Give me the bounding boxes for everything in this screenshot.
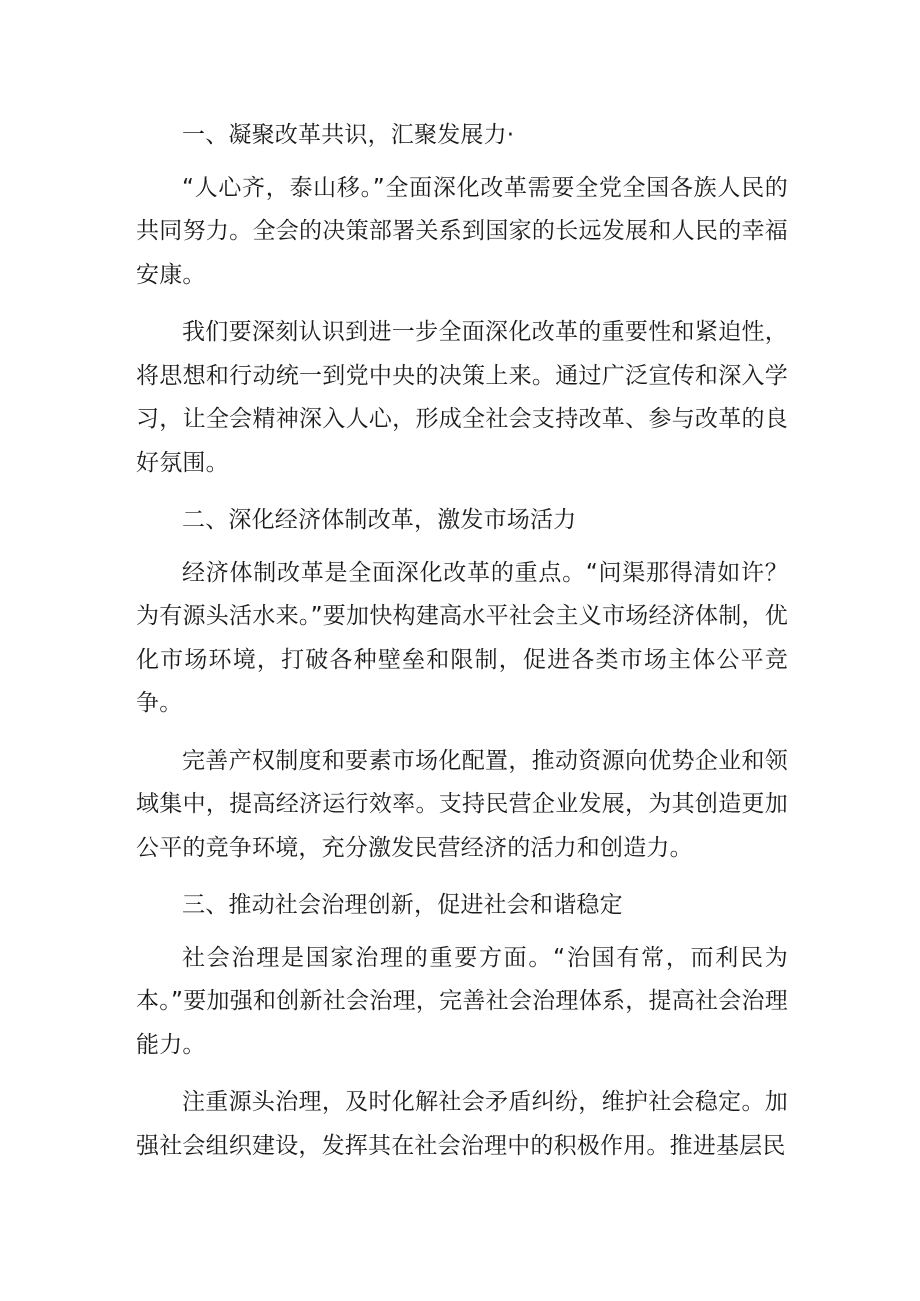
paragraph: 社会治理是国家治理的重要方面。“治国有常，而利民为本。”要加强和创新社会治理，完善社会治理体系，提高社会治理能力。 [136, 944, 788, 1058]
paragraph: “人心齐，泰山移。”全面深化改革需要全党全国各族人民的共同努力。全会的决策部署关系到国家的长远发展和人民的幸福安康。 [136, 174, 788, 288]
paragraph: 注重源头治理，及时化解社会矛盾纠纷，维护社会稳定。加强社会组织建设，发挥其在社会治理中的积极作用。推进基层民 [136, 1089, 788, 1159]
paragraph: 我们要深刻认识到进一步全面深化改革的重要性和紧迫性，将思想和行动统一到党中央的决策上来。通过广泛宣传和深入学习，让全会精神深入人心，形成全社会支持改革、参与改革的良好氛围。 [136, 319, 788, 476]
section-heading-2: 二、深化经济体制改革，激发市场活力 [182, 507, 577, 533]
paragraph: 完善产权制度和要素市场化配置，推动资源向优势企业和领域集中，提高经济运行效率。支持民营企业发展，为其创造更加公平的竞争环境，充分激发民营经济的活力和创造力。 [136, 747, 788, 861]
section-heading-1: 一、凝聚改革共识，汇聚发展力· [182, 122, 515, 148]
section-heading-3: 三、推动社会治理创新，促进社会和谐稳定 [182, 892, 623, 918]
paragraph: 经济体制改革是全面深化改革的重点。“问渠那得清如许？为有源头活水来。”要加快构建高水平社会主义市场经济体制，优化市场环境，打破各种壁垒和限制，促进各类市场主体公平竞争。 [136, 559, 788, 716]
document-body [136, 114, 788, 1182]
